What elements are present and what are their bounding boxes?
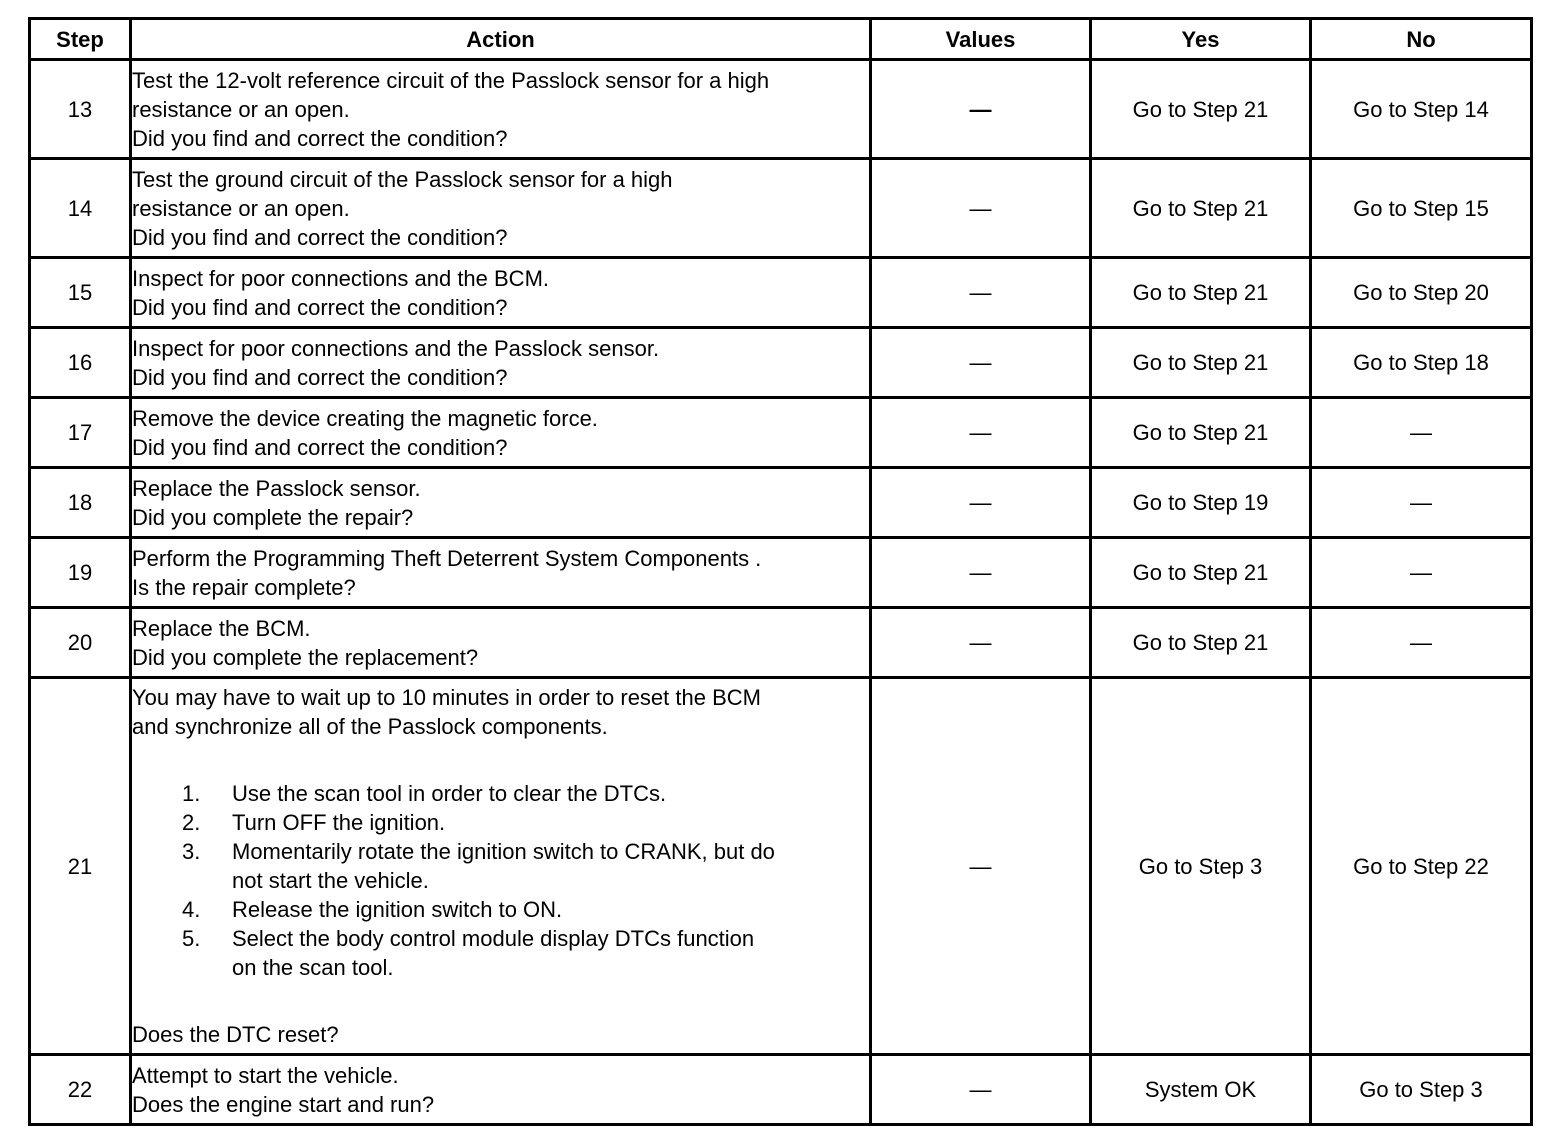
action-text	[131, 678, 871, 1055]
values-cell: —	[871, 398, 1091, 468]
action-text	[131, 159, 871, 258]
no-cell: Go to Step 14	[1311, 60, 1532, 159]
step-number: 13	[30, 60, 131, 159]
no-cell: Go to Step 22	[1311, 678, 1532, 1055]
action-line: Does the engine start and run?	[132, 1091, 435, 1117]
yes-cell: Go to Step 21	[1091, 258, 1311, 328]
action-line: Inspect for poor connections and the Passlock sensor.	[132, 335, 660, 361]
list-number: 3.	[182, 839, 201, 864]
action-question: Does the DTC reset?	[132, 1022, 339, 1047]
action-text	[131, 1055, 871, 1125]
no-cell: —	[1311, 398, 1532, 468]
table-row	[30, 328, 1532, 398]
action-line: Did you find and correct the condition?	[132, 364, 508, 390]
action-line: Test the ground circuit of the Passlock sensor for a high	[132, 166, 673, 192]
list-item	[132, 837, 869, 895]
table-row	[30, 398, 1532, 468]
table-row	[30, 1055, 1532, 1125]
step-number: 21	[30, 678, 131, 1055]
diagnostic-table	[28, 17, 1533, 1126]
list-number: 4.	[182, 897, 201, 922]
list-text: Use the scan tool in order to clear the DTCs.	[232, 781, 667, 806]
step-number: 22	[30, 1055, 131, 1125]
yes-cell: Go to Step 21	[1091, 398, 1311, 468]
yes-cell: Go to Step 19	[1091, 468, 1311, 538]
action-line: Is the repair complete?	[132, 574, 356, 600]
header-row	[30, 19, 1532, 60]
step-number: 17	[30, 398, 131, 468]
action-text	[131, 258, 871, 328]
yes-cell: Go to Step 3	[1091, 678, 1311, 1055]
action-line: Attempt to start the vehicle.	[132, 1062, 399, 1088]
yes-cell: Go to Step 21	[1091, 60, 1311, 159]
table-row	[30, 60, 1532, 159]
list-text: Select the body control module display DTCs function	[232, 926, 755, 951]
action-line: and synchronize all of the Passlock components.	[132, 714, 608, 739]
action-line: Remove the device creating the magnetic force.	[132, 405, 598, 431]
procedure-list	[132, 779, 869, 982]
action-line: Replace the BCM.	[132, 615, 311, 641]
list-item	[132, 779, 869, 808]
header-action: Action	[131, 19, 871, 60]
action-line: Inspect for poor connections and the BCM.	[132, 265, 550, 291]
step-number: 15	[30, 258, 131, 328]
yes-cell: Go to Step 21	[1091, 159, 1311, 258]
list-number: 5.	[182, 926, 201, 951]
action-line: Did you find and correct the condition?	[132, 224, 508, 250]
action-line: You may have to wait up to 10 minutes in order to reset the BCM	[132, 685, 761, 710]
list-number: 2.	[182, 810, 201, 835]
step-number: 20	[30, 608, 131, 678]
list-item	[132, 924, 869, 982]
values-cell: —	[871, 468, 1091, 538]
list-text: Release the ignition switch to ON.	[232, 897, 563, 922]
no-cell: —	[1311, 608, 1532, 678]
yes-cell: Go to Step 21	[1091, 538, 1311, 608]
table-row	[30, 608, 1532, 678]
step-number: 14	[30, 159, 131, 258]
action-text	[131, 538, 871, 608]
table-row	[30, 538, 1532, 608]
action-line: resistance or an open.	[132, 96, 350, 122]
action-text	[131, 398, 871, 468]
values-cell: —	[871, 258, 1091, 328]
no-cell: —	[1311, 468, 1532, 538]
action-line: Replace the Passlock sensor.	[132, 475, 421, 501]
action-text	[131, 328, 871, 398]
list-text: Turn OFF the ignition.	[232, 810, 446, 835]
list-item	[132, 808, 869, 837]
values-cell: —	[871, 1055, 1091, 1125]
action-text	[131, 608, 871, 678]
values-cell: —	[871, 159, 1091, 258]
header-no: No	[1311, 19, 1532, 60]
list-text: Momentarily rotate the ignition switch to CRANK, but do	[232, 839, 775, 864]
no-cell: Go to Step 3	[1311, 1055, 1532, 1125]
list-number: 1.	[182, 781, 201, 806]
action-line: Did you complete the repair?	[132, 504, 414, 530]
step-number: 19	[30, 538, 131, 608]
step-number: 18	[30, 468, 131, 538]
values-cell: —	[871, 328, 1091, 398]
action-line: Perform the Programming Theft Deterrent System Components .	[132, 545, 762, 571]
values-cell: —	[871, 608, 1091, 678]
no-cell: Go to Step 18	[1311, 328, 1532, 398]
action-line: resistance or an open.	[132, 195, 350, 221]
step-number: 16	[30, 328, 131, 398]
table-row	[30, 258, 1532, 328]
yes-cell: Go to Step 21	[1091, 608, 1311, 678]
action-line: Test the 12-volt reference circuit of the Passlock sensor for a high	[132, 67, 770, 93]
values-cell: —	[871, 538, 1091, 608]
list-text: on the scan tool.	[232, 955, 394, 980]
table-row	[30, 468, 1532, 538]
header-step: Step	[30, 19, 131, 60]
header-yes: Yes	[1091, 19, 1311, 60]
action-line: Did you find and correct the condition?	[132, 294, 508, 320]
list-item	[132, 895, 869, 924]
action-text	[131, 468, 871, 538]
values-cell: —	[871, 60, 1091, 159]
action-line: Did you find and correct the condition?	[132, 125, 508, 151]
no-cell: —	[1311, 538, 1532, 608]
no-cell: Go to Step 20	[1311, 258, 1532, 328]
table-row	[30, 678, 1532, 1055]
table-row	[30, 159, 1532, 258]
action-line: Did you complete the replacement?	[132, 644, 479, 670]
no-cell: Go to Step 15	[1311, 159, 1532, 258]
values-cell: —	[871, 678, 1091, 1055]
yes-cell: Go to Step 21	[1091, 328, 1311, 398]
yes-cell: System OK	[1091, 1055, 1311, 1125]
list-text: not start the vehicle.	[232, 868, 429, 893]
header-values: Values	[871, 19, 1091, 60]
action-line: Did you find and correct the condition?	[132, 434, 508, 460]
action-text	[131, 60, 871, 159]
